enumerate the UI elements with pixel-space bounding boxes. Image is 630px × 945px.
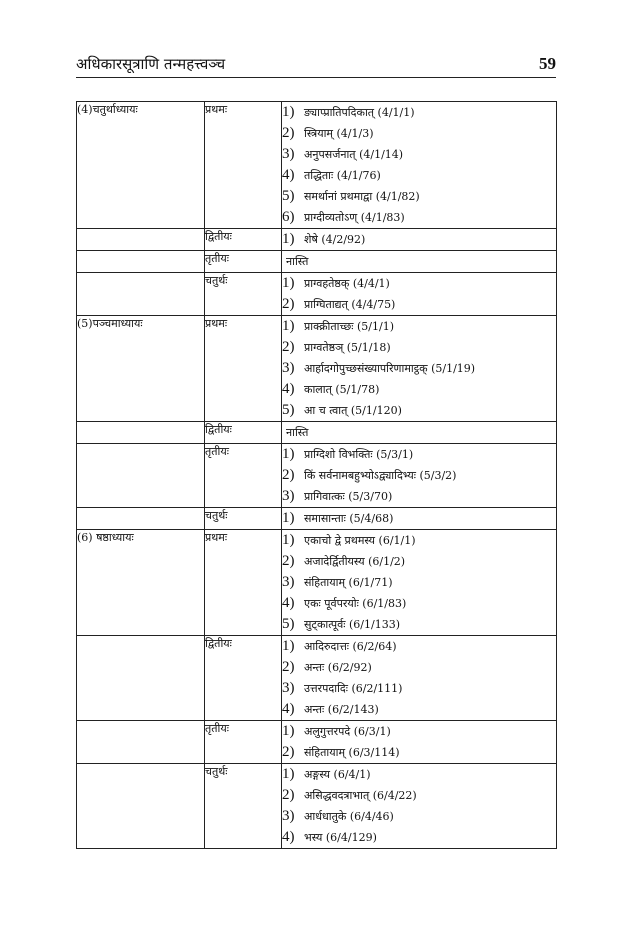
table-row (77, 316, 557, 422)
sutra-entry (282, 358, 556, 379)
sutra-entry (282, 207, 556, 228)
adhikara-sutra-table (76, 101, 557, 849)
sutra-number: 3) (282, 146, 295, 162)
sutra-number: 3) (282, 574, 295, 590)
sutra-text: अलुगुत्तरपदे (6/3/1) (304, 725, 391, 738)
pada-cell: चतुर्थः (205, 764, 282, 849)
pada-cell: चतुर्थः (205, 273, 282, 316)
sutra-number: 1) (282, 766, 295, 782)
sutra-number: 1) (282, 638, 295, 654)
adhyaya-cell (77, 636, 205, 721)
pada-cell: द्वितीयः (205, 229, 282, 251)
sutra-cell (282, 229, 557, 251)
table-row (77, 273, 557, 316)
pada-cell: चतुर्थः (205, 508, 282, 530)
sutra-number: 2) (282, 659, 295, 675)
sutra-entry (282, 186, 556, 207)
sutra-entry (282, 273, 556, 294)
sutra-entry (282, 764, 556, 785)
table-row (77, 721, 557, 764)
pada-cell: द्वितीयः (205, 422, 282, 444)
sutra-text: अङ्गस्य (6/4/1) (304, 768, 371, 781)
table-row (77, 508, 557, 530)
sutra-text: आ च त्वात् (5/1/120) (304, 404, 402, 417)
pada-cell: द्वितीयः (205, 636, 282, 721)
sutra-number: 1) (282, 318, 295, 334)
sutra-entry (282, 229, 556, 250)
table-row (77, 444, 557, 508)
sutra-entry (282, 444, 556, 465)
sutra-text: भस्य (6/4/129) (304, 831, 377, 844)
sutra-cell (282, 636, 557, 721)
adhyaya-cell: (5)पञ्चमाध्यायः (77, 316, 205, 422)
sutra-number: 5) (282, 616, 295, 632)
sutra-entry (282, 785, 556, 806)
sutra-number: 1) (282, 532, 295, 548)
pada-cell: तृतीयः (205, 444, 282, 508)
sutra-entry (282, 699, 556, 720)
sutra-text: आर्हादगोपुच्छसंख्यापरिणामाट्ठक् (5/1/19) (304, 362, 476, 375)
sutra-cell (282, 721, 557, 764)
adhyaya-cell (77, 229, 205, 251)
table-row (77, 636, 557, 721)
sutra-entry (282, 400, 556, 421)
sutra-entry (282, 614, 556, 635)
sutra-text: संहितायाम् (6/1/71) (304, 576, 393, 589)
sutra-text: समर्थानां प्रथमाद्वा (4/1/82) (304, 190, 420, 203)
sutra-text: प्राग्दीव्यतोऽण् (4/1/83) (304, 211, 405, 224)
sutra-number: 4) (282, 701, 295, 717)
sutra-entry (282, 806, 556, 827)
sutra-text: प्रागिवात्कः (5/3/70) (304, 490, 393, 503)
sutra-number: 5) (282, 402, 295, 418)
sutra-number: 2) (282, 296, 295, 312)
sutra-entry (282, 123, 556, 144)
sutra-text: असिद्धवदत्राभात् (6/4/22) (304, 789, 417, 802)
sutra-cell (282, 530, 557, 636)
sutra-number: 2) (282, 553, 295, 569)
sutra-entry (282, 165, 556, 186)
adhyaya-cell (77, 251, 205, 273)
sutra-number: 3) (282, 808, 295, 824)
sutra-text: उत्तरपदादिः (6/2/111) (304, 682, 403, 695)
sutra-entry (282, 827, 556, 848)
sutra-text: आर्धधातुके (6/4/46) (304, 810, 394, 823)
sutra-entry (282, 337, 556, 358)
sutra-entry (282, 316, 556, 337)
pada-cell: तृतीयः (205, 721, 282, 764)
sutra-text: अनुपसर्जनात् (4/1/14) (304, 148, 404, 161)
sutra-number: 1) (282, 231, 295, 247)
sutra-cell (282, 273, 557, 316)
sutra-number: 1) (282, 723, 295, 739)
page-header (76, 48, 556, 74)
sutra-cell (282, 251, 557, 273)
sutra-entry (282, 379, 556, 400)
sutra-text: अन्तः (6/2/92) (304, 661, 372, 674)
adhyaya-cell: (4)चतुर्थाध्यायः (77, 102, 205, 229)
sutra-entry (282, 486, 556, 507)
sutra-text: एकाचो द्वे प्रथमस्य (6/1/1) (304, 534, 416, 547)
sutra-number: 3) (282, 488, 295, 504)
sutra-text: आदिरुदात्तः (6/2/64) (304, 640, 397, 653)
table-body (77, 102, 557, 849)
sutra-text: समासान्ताः (5/4/68) (304, 512, 394, 525)
pada-cell: प्रथमः (205, 316, 282, 422)
sutra-text: प्राग्वतेष्ठञ् (5/1/18) (304, 341, 391, 354)
sutra-text: प्राग्वहतेष्ठक् (4/4/1) (304, 277, 390, 290)
sutra-cell (282, 422, 557, 444)
sutra-entry (282, 508, 556, 529)
none-text: नास्ति (286, 255, 309, 268)
table-row (77, 764, 557, 849)
sutra-number: 1) (282, 510, 295, 526)
sutra-number: 1) (282, 275, 295, 291)
sutra-number: 4) (282, 829, 295, 845)
sutra-text: सुट्कात्पूर्वः (6/1/133) (304, 618, 400, 631)
sutra-text: कालात् (5/1/78) (304, 383, 380, 396)
sutra-text: ङ्याप्प्रातिपदिकात् (4/1/1) (304, 106, 415, 119)
sutra-entry (282, 144, 556, 165)
sutra-cell (282, 508, 557, 530)
sutra-text: एकः पूर्वपरयोः (6/1/83) (304, 597, 407, 610)
sutra-number: 3) (282, 360, 295, 376)
sutra-entry (282, 721, 556, 742)
none-text: नास्ति (286, 426, 309, 439)
sutra-number: 4) (282, 595, 295, 611)
header-rule (76, 77, 556, 78)
sutra-entry (282, 636, 556, 657)
table-row (77, 530, 557, 636)
sutra-number: 5) (282, 188, 295, 204)
sutra-entry (282, 742, 556, 763)
sutra-number: 1) (282, 104, 295, 120)
sutra-entry (282, 294, 556, 315)
sutra-cell (282, 444, 557, 508)
sutra-entry (282, 678, 556, 699)
sutra-cell (282, 316, 557, 422)
sutra-text: तद्धिताः (4/1/76) (304, 169, 381, 182)
adhyaya-cell (77, 721, 205, 764)
sutra-number: 4) (282, 167, 295, 183)
pada-cell: तृतीयः (205, 251, 282, 273)
sutra-cell (282, 764, 557, 849)
adhyaya-cell (77, 764, 205, 849)
adhyaya-cell (77, 508, 205, 530)
sutra-text: अन्तः (6/2/143) (304, 703, 379, 716)
sutra-number: 2) (282, 744, 295, 760)
sutra-entry (282, 530, 556, 551)
sutra-text: अजादेर्द्वितीयस्य (6/1/2) (304, 555, 406, 568)
table-row (77, 229, 557, 251)
sutra-cell (282, 102, 557, 229)
table-row (77, 102, 557, 229)
sutra-text: शेषे (4/2/92) (304, 233, 366, 246)
sutra-number: 3) (282, 680, 295, 696)
sutra-number: 4) (282, 381, 295, 397)
sutra-text: स्त्रियाम् (4/1/3) (304, 127, 374, 140)
adhyaya-cell (77, 444, 205, 508)
sutra-entry (282, 102, 556, 123)
adhyaya-cell (77, 273, 205, 316)
sutra-text: किं सर्वनामबहुभ्योऽद्व्यादिभ्यः (5/3/2) (304, 469, 457, 482)
page-number: 59 (539, 54, 556, 73)
pada-cell: प्रथमः (205, 102, 282, 229)
sutra-entry (282, 593, 556, 614)
running-title: अधिकारसूत्राणि तन्महत्त्वञ्च (76, 55, 226, 73)
sutra-number: 2) (282, 339, 295, 355)
sutra-number: 6) (282, 209, 295, 225)
sutra-entry (282, 572, 556, 593)
adhyaya-cell (77, 422, 205, 444)
sutra-text: प्राग्दिशो विभक्तिः (5/3/1) (304, 448, 414, 461)
sutra-text: प्राक्क्रीताच्छः (5/1/1) (304, 320, 394, 333)
sutra-number: 2) (282, 787, 295, 803)
sutra-number: 2) (282, 467, 295, 483)
sutra-text: संहितायाम् (6/3/114) (304, 746, 400, 759)
sutra-entry (282, 465, 556, 486)
table-row (77, 251, 557, 273)
pada-cell: प्रथमः (205, 530, 282, 636)
adhyaya-cell: (6) षष्ठाध्यायः (77, 530, 205, 636)
table-row (77, 422, 557, 444)
sutra-entry (282, 551, 556, 572)
sutra-entry (282, 657, 556, 678)
sutra-number: 1) (282, 446, 295, 462)
sutra-text: प्राग्घिताद्यत् (4/4/75) (304, 298, 396, 311)
sutra-number: 2) (282, 125, 295, 141)
